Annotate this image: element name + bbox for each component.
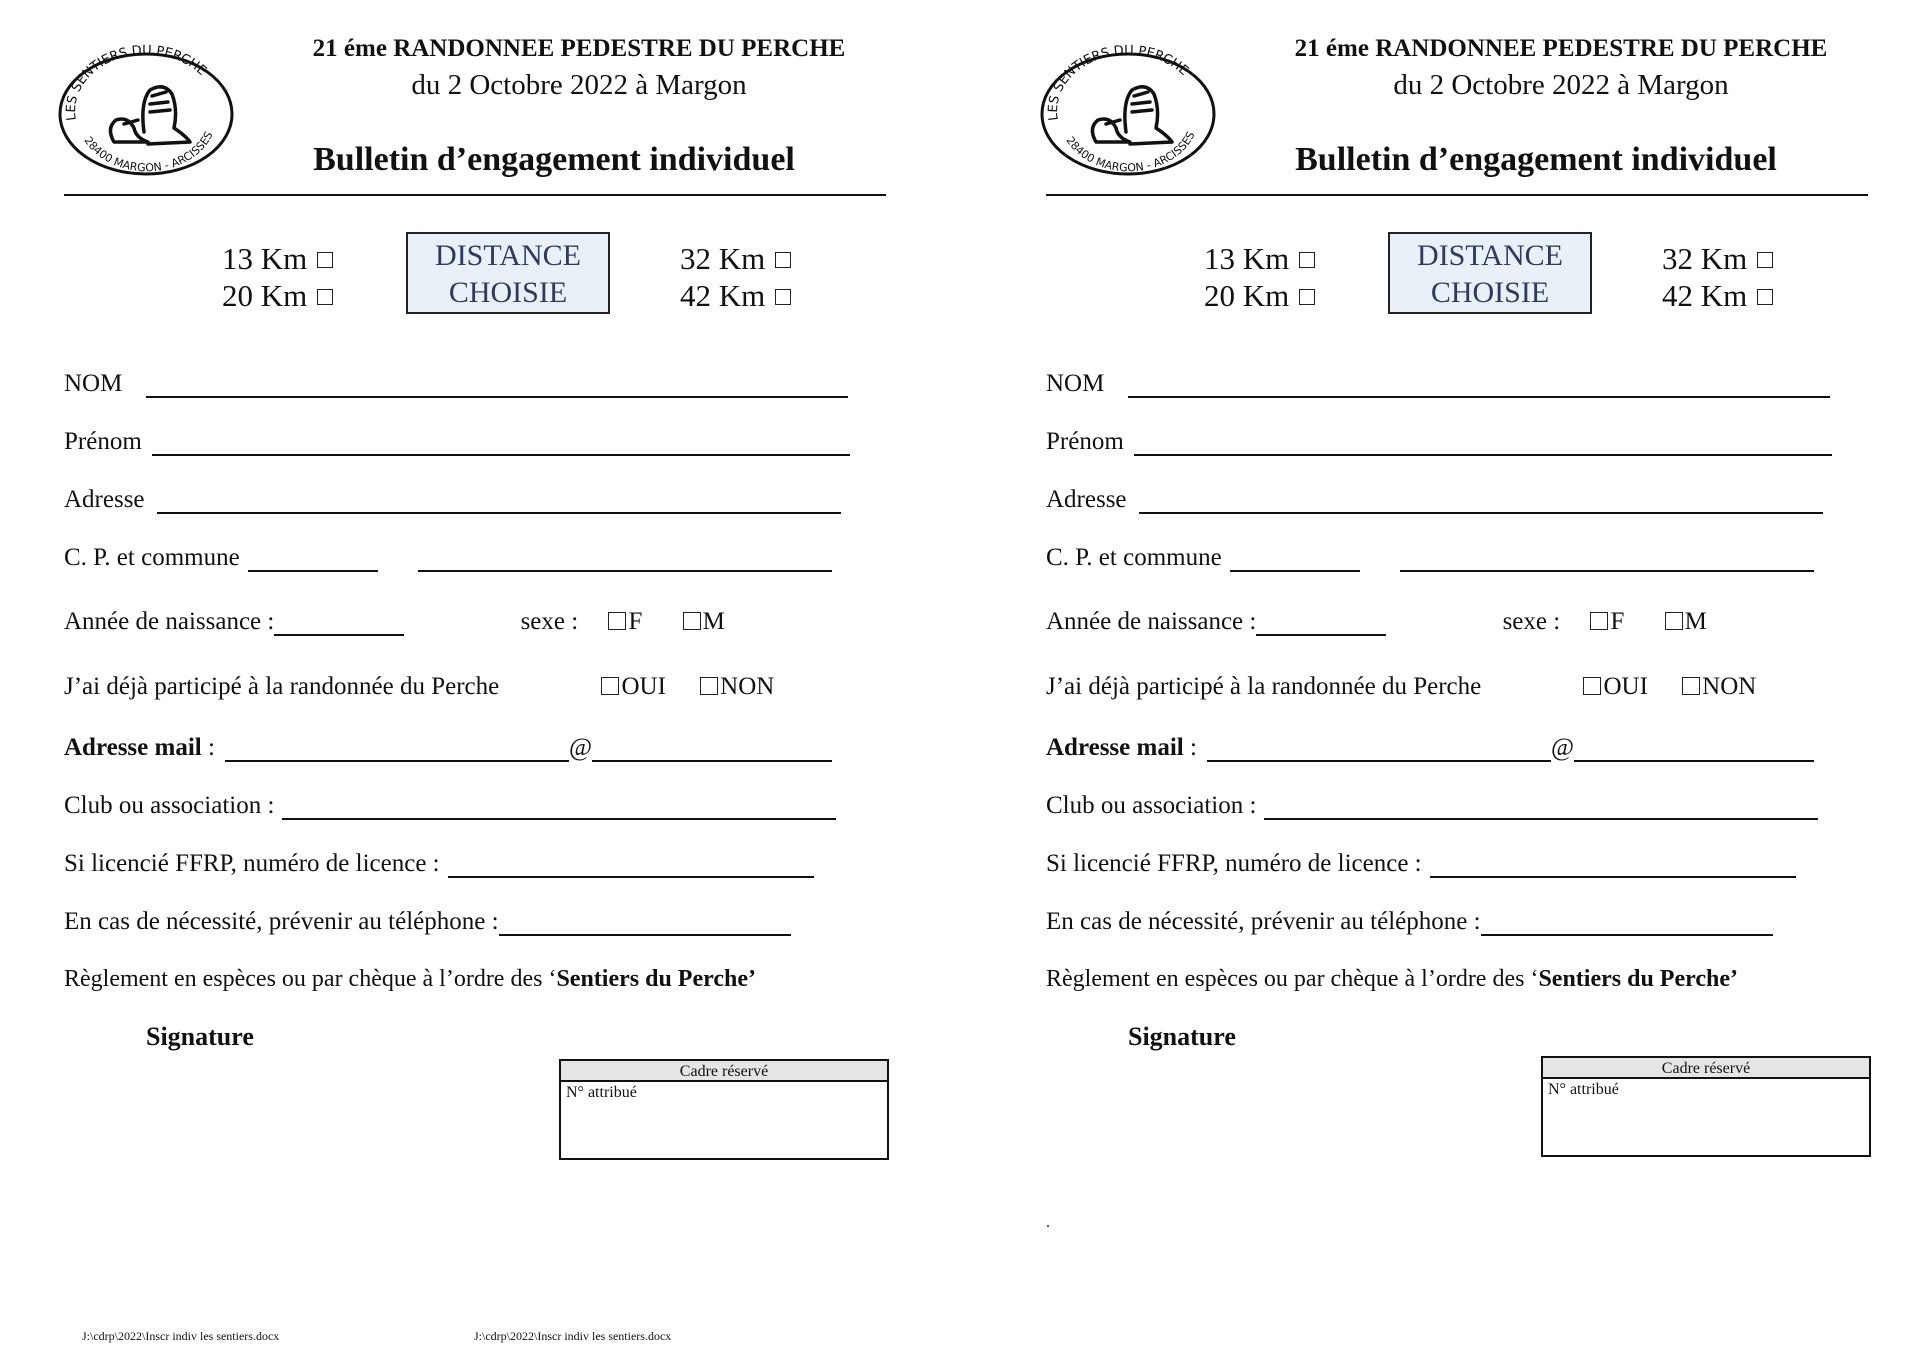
- checkbox-m[interactable]: [683, 612, 701, 630]
- nom-input[interactable]: [146, 370, 848, 398]
- participe-non-option[interactable]: NON: [1682, 673, 1756, 700]
- field-naissance: Année de naissance : sexe : F M: [1046, 608, 1707, 635]
- logo-bottom-text: 28400 MARGON - ARCISSES: [1063, 129, 1198, 175]
- checkbox-20km[interactable]: [1299, 289, 1315, 305]
- mail-domain-input[interactable]: [592, 734, 832, 762]
- form-title: Bulletin d’engagement individuel: [1295, 141, 1777, 178]
- cp-input[interactable]: [1230, 544, 1360, 572]
- field-mail: Adresse mail : @: [64, 734, 832, 762]
- signature-label: Signature: [146, 1022, 254, 1051]
- stray-dot: .: [1046, 1214, 1050, 1231]
- prenom-input[interactable]: [1134, 428, 1832, 456]
- participe-non-option[interactable]: NON: [700, 673, 774, 700]
- numero-attribue-label: N° attribué: [566, 1084, 637, 1101]
- cadre-header: Cadre réservé: [561, 1061, 887, 1082]
- commune-input[interactable]: [1400, 544, 1814, 572]
- logo-bottom-text: 28400 MARGON - ARCISSES: [81, 129, 216, 175]
- hiking-boots-icon: [1092, 87, 1172, 144]
- cp-input[interactable]: [248, 544, 378, 572]
- checkbox-42km[interactable]: [1757, 289, 1773, 305]
- adresse-input[interactable]: [1139, 486, 1823, 514]
- event-title: 21 éme RANDONNEE PEDESTRE DU PERCHE: [312, 35, 846, 62]
- checkbox-32km[interactable]: [775, 252, 791, 268]
- participe-oui-option[interactable]: OUI: [1583, 673, 1647, 700]
- club-input[interactable]: [1264, 792, 1818, 820]
- event-date: du 2 Octobre 2022 à Margon: [1393, 69, 1729, 101]
- footer-file-path-left: J:\cdrp\2022\Inscr indiv les sentiers.docx: [82, 1329, 280, 1343]
- field-prenom: Prénom: [64, 428, 850, 456]
- reglement-text: Règlement en espèces ou par chèque à l’ordre des ‘Sentiers du Perche’: [64, 966, 756, 992]
- distance-42km[interactable]: 42 Km: [680, 277, 791, 314]
- nom-input[interactable]: [1128, 370, 1830, 398]
- checkbox-non[interactable]: [700, 677, 718, 695]
- logo-top-text: LES SENTIERS DU PERCHE: [63, 43, 210, 122]
- telephone-input[interactable]: [1481, 908, 1773, 936]
- prenom-input[interactable]: [152, 428, 850, 456]
- distance-20km[interactable]: 20 Km: [222, 277, 333, 314]
- checkbox-42km[interactable]: [775, 289, 791, 305]
- logo-top-text: LES SENTIERS DU PERCHE: [1045, 43, 1192, 122]
- commune-input[interactable]: [418, 544, 832, 572]
- svg-text:28400 MARGON - ARCISSES: [81, 129, 215, 174]
- field-nom: NOM: [1046, 370, 1830, 398]
- checkbox-m[interactable]: [1665, 612, 1683, 630]
- field-cp-commune: C. P. et commune: [1046, 544, 1814, 572]
- field-adresse: Adresse: [64, 486, 841, 514]
- header-divider: [64, 194, 886, 196]
- distance-20km[interactable]: 20 Km: [1204, 277, 1315, 314]
- footer-file-path-right: J:\cdrp\2022\Inscr indiv les sentiers.docx: [474, 1329, 672, 1343]
- field-participation: J’ai déjà participé à la randonnée du Perche OUI NON: [64, 673, 775, 700]
- field-licence: Si licencié FFRP, numéro de licence :: [1046, 850, 1796, 878]
- field-naissance: Année de naissance : sexe : F M: [64, 608, 725, 635]
- svg-text:LES SENTIERS DU PERCHE: [64, 43, 209, 121]
- checkbox-oui[interactable]: [601, 677, 619, 695]
- svg-text:LES SENTIERS DU PERCHE: [1046, 43, 1191, 121]
- checkbox-13km[interactable]: [1299, 252, 1315, 268]
- cadre-header: Cadre réservé: [1543, 1058, 1869, 1079]
- club-input[interactable]: [282, 792, 836, 820]
- sexe-m-option[interactable]: M: [1665, 608, 1707, 635]
- checkbox-20km[interactable]: [317, 289, 333, 305]
- field-licence: Si licencié FFRP, numéro de licence :: [64, 850, 814, 878]
- header-divider: [1046, 194, 1868, 196]
- participe-oui-option[interactable]: OUI: [601, 673, 665, 700]
- checkbox-13km[interactable]: [317, 252, 333, 268]
- distance-13km[interactable]: 13 Km: [222, 240, 333, 277]
- licence-input[interactable]: [1430, 850, 1796, 878]
- field-mail: Adresse mail : @: [1046, 734, 1814, 762]
- svg-text:28400 MARGON - ARCISSES: [1063, 129, 1197, 174]
- field-adresse: Adresse: [1046, 486, 1823, 514]
- signature-label: Signature: [1128, 1022, 1236, 1051]
- hiking-boots-icon: [110, 87, 190, 144]
- mail-domain-input[interactable]: [1574, 734, 1814, 762]
- checkbox-f[interactable]: [608, 612, 626, 630]
- checkbox-oui[interactable]: [1583, 677, 1601, 695]
- field-telephone: En cas de nécessité, prévenir au téléphone :: [64, 908, 791, 936]
- telephone-input[interactable]: [499, 908, 791, 936]
- field-nom: NOM: [64, 370, 848, 398]
- cadre-reserve-box: [1541, 1056, 1871, 1157]
- distance-13km[interactable]: 13 Km: [1204, 240, 1315, 277]
- numero-attribue-label: N° attribué: [1548, 1081, 1619, 1098]
- adresse-input[interactable]: [157, 486, 841, 514]
- field-cp-commune: C. P. et commune: [64, 544, 832, 572]
- checkbox-non[interactable]: [1682, 677, 1700, 695]
- mail-user-input[interactable]: [1207, 734, 1551, 762]
- sexe-f-option[interactable]: F: [1590, 608, 1624, 635]
- distance-42km[interactable]: 42 Km: [1662, 277, 1773, 314]
- sexe-m-option[interactable]: M: [683, 608, 725, 635]
- registration-form-left: [54, 0, 954, 1358]
- reglement-text: Règlement en espèces ou par chèque à l’ordre des ‘Sentiers du Perche’: [1046, 966, 1738, 992]
- event-title: 21 éme RANDONNEE PEDESTRE DU PERCHE: [1294, 35, 1828, 62]
- cadre-reserve-box: [559, 1059, 889, 1160]
- distance-choisie-box: DISTANCE CHOISIE: [1388, 232, 1592, 314]
- distance-32km[interactable]: 32 Km: [1662, 240, 1773, 277]
- registration-form-right: [1036, 0, 1920, 1358]
- checkbox-32km[interactable]: [1757, 252, 1773, 268]
- naissance-input[interactable]: [1256, 608, 1386, 636]
- field-club: Club ou association :: [64, 792, 836, 820]
- event-date: du 2 Octobre 2022 à Margon: [411, 69, 747, 101]
- licence-input[interactable]: [448, 850, 814, 878]
- naissance-input[interactable]: [274, 608, 404, 636]
- distance-choisie-box: DISTANCE CHOISIE: [406, 232, 610, 314]
- field-telephone: En cas de nécessité, prévenir au téléphone :: [1046, 908, 1773, 936]
- field-participation: J’ai déjà participé à la randonnée du Perche OUI NON: [1046, 673, 1757, 700]
- distance-32km[interactable]: 32 Km: [680, 240, 791, 277]
- field-prenom: Prénom: [1046, 428, 1832, 456]
- sexe-f-option[interactable]: F: [608, 608, 642, 635]
- checkbox-f[interactable]: [1590, 612, 1608, 630]
- form-title: Bulletin d’engagement individuel: [313, 141, 795, 178]
- mail-user-input[interactable]: [225, 734, 569, 762]
- field-club: Club ou association :: [1046, 792, 1818, 820]
